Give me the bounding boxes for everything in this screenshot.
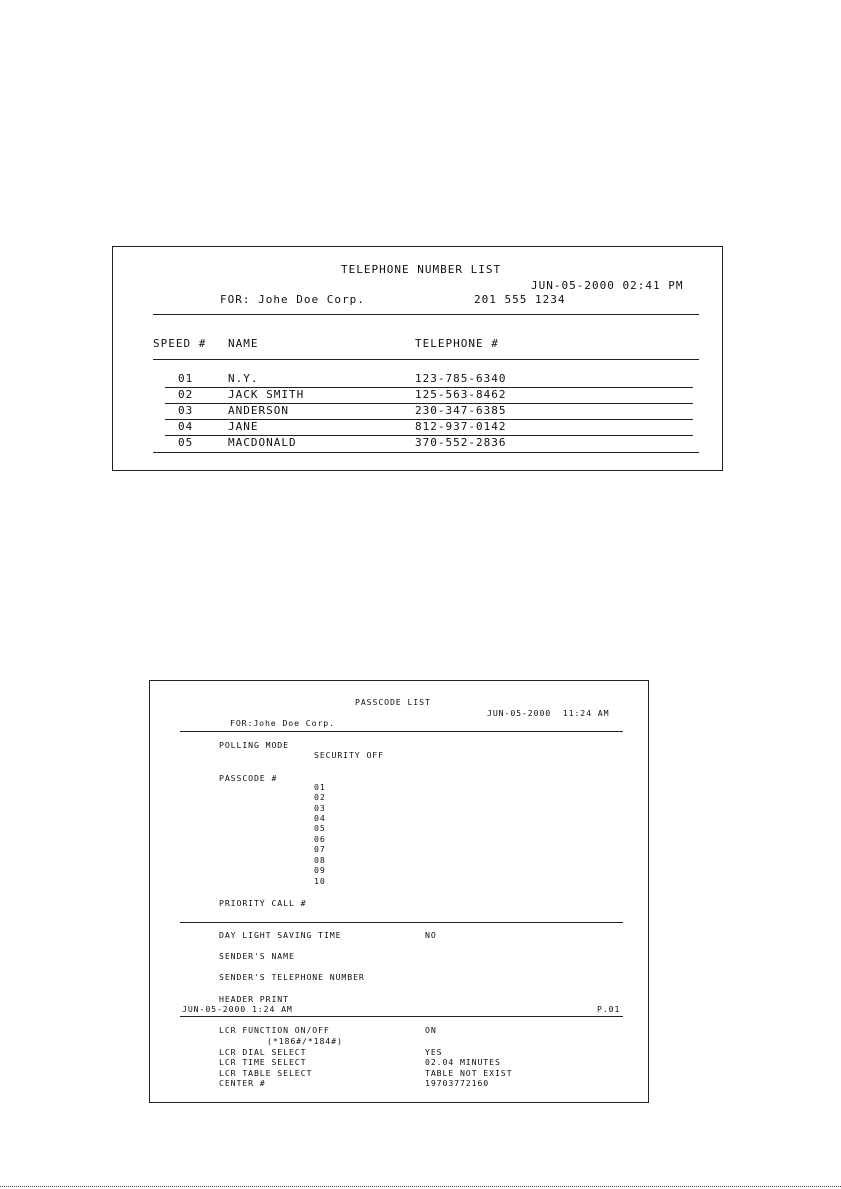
footer-datetime: JUN-05-2000 1:24 AM: [182, 1004, 293, 1014]
lcr-time-label: LCR TIME SELECT: [219, 1057, 307, 1067]
for-label: FOR:Johe Doe Corp.: [230, 718, 335, 728]
passcode-entry: 09: [314, 865, 326, 875]
passcode-label: PASSCODE #: [219, 773, 278, 783]
footer-page: P.01: [597, 1004, 621, 1014]
lcr-function-label: LCR FUNCTION ON/OFF: [219, 1025, 330, 1035]
column-header-speed: SPEED #: [153, 337, 207, 350]
center-number-value: 19703772160: [425, 1078, 490, 1088]
divider: [180, 1016, 623, 1017]
lcr-time-value: 02.04 MINUTES: [425, 1057, 501, 1067]
row-name: JANE: [228, 420, 259, 433]
lcr-function-value: ON: [425, 1025, 437, 1035]
row-name: MACDONALD: [228, 436, 297, 449]
for-label: FOR: Johe Doe Corp.: [220, 293, 365, 306]
passcode-entry: 10: [314, 876, 326, 886]
divider: [180, 731, 623, 732]
center-number-label: CENTER #: [219, 1078, 266, 1088]
divider: [153, 359, 699, 360]
lcr-table-value: TABLE NOT EXIST: [425, 1068, 513, 1078]
senders-telephone-label: SENDER'S TELEPHONE NUMBER: [219, 972, 365, 982]
lcr-table-label: LCR TABLE SELECT: [219, 1068, 313, 1078]
polling-mode-label: POLLING MODE: [219, 740, 289, 750]
passcode-entry: 07: [314, 844, 326, 854]
row-name: N.Y.: [228, 372, 259, 385]
lcr-function-codes: (*186#/*184#): [267, 1036, 343, 1046]
day-light-saving-value: NO: [425, 930, 437, 940]
divider: [153, 452, 699, 453]
row-speed: 01: [178, 372, 194, 385]
row-telephone: 370-552-2836: [415, 436, 507, 449]
own-number: 201 555 1234: [474, 293, 566, 306]
passcode-entry: 04: [314, 813, 326, 823]
polling-mode-value: SECURITY OFF: [314, 750, 384, 760]
report-title: TELEPHONE NUMBER LIST: [341, 263, 502, 276]
senders-name-label: SENDER'S NAME: [219, 951, 295, 961]
row-speed: 02: [178, 388, 194, 401]
row-name: JACK SMITH: [228, 388, 305, 401]
column-header-name: NAME: [228, 337, 259, 350]
row-telephone: 125-563-8462: [415, 388, 507, 401]
lcr-dial-value: YES: [425, 1047, 443, 1057]
column-header-telephone: TELEPHONE #: [415, 337, 499, 350]
row-telephone: 123-785-6340: [415, 372, 507, 385]
row-name: ANDERSON: [228, 404, 289, 417]
priority-call-label: PRIORITY CALL #: [219, 898, 307, 908]
report-datetime: JUN-05-2000 02:41 PM: [531, 279, 684, 292]
passcode-entry: 08: [314, 855, 326, 865]
divider: [180, 922, 623, 923]
row-speed: 05: [178, 436, 194, 449]
row-speed: 04: [178, 420, 194, 433]
row-telephone: 230-347-6385: [415, 404, 507, 417]
report-title: PASSCODE LIST: [355, 697, 431, 707]
telephone-number-list-report: [112, 246, 723, 471]
passcode-entry: 02: [314, 792, 326, 802]
day-light-saving-label: DAY LIGHT SAVING TIME: [219, 930, 342, 940]
report-datetime: JUN-05-2000 11:24 AM: [487, 708, 610, 718]
passcode-entry: 05: [314, 823, 326, 833]
row-speed: 03: [178, 404, 194, 417]
page-bottom-edge: [0, 1186, 841, 1187]
header-print-label: HEADER PRINT: [219, 994, 289, 1004]
divider: [153, 314, 699, 315]
passcode-entry: 01: [314, 782, 326, 792]
passcode-list-report: [149, 680, 649, 1103]
passcode-entry: 03: [314, 803, 326, 813]
passcode-entry: 06: [314, 834, 326, 844]
row-telephone: 812-937-0142: [415, 420, 507, 433]
lcr-dial-label: LCR DIAL SELECT: [219, 1047, 307, 1057]
